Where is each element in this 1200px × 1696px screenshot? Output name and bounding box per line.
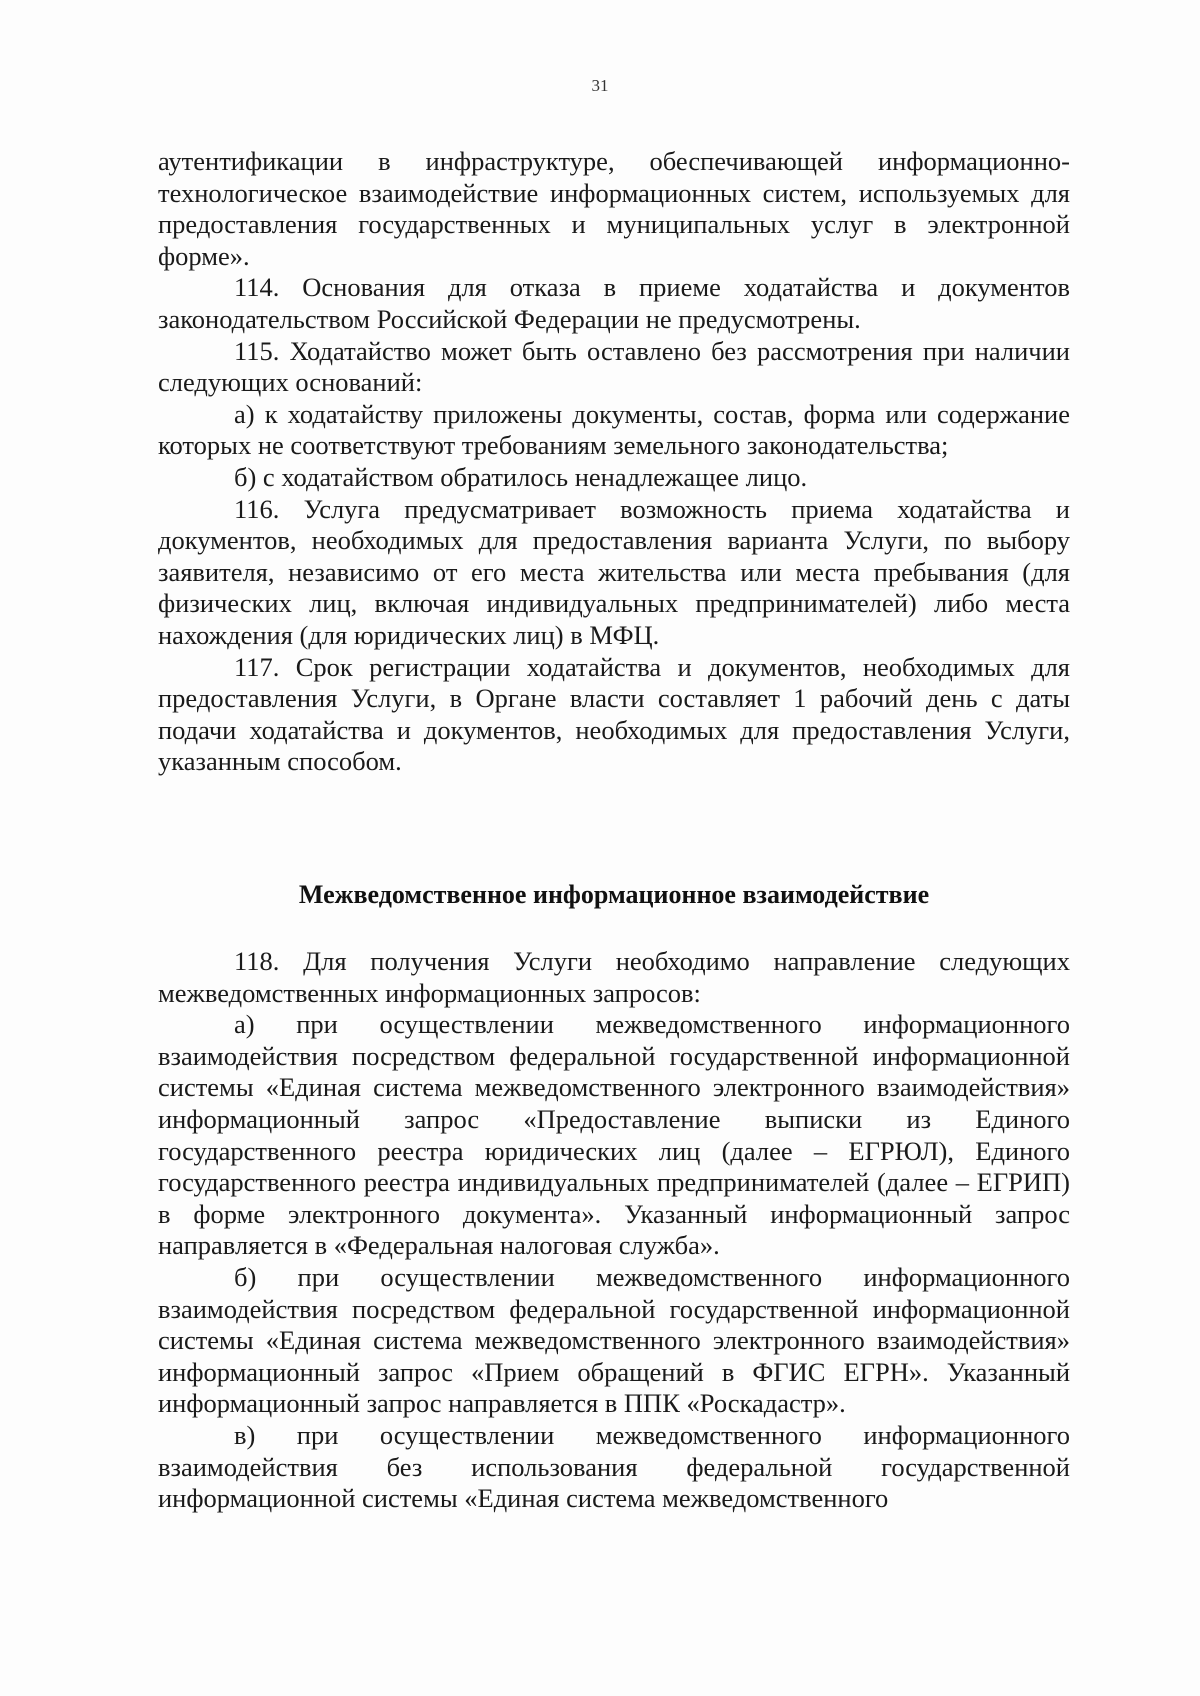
paragraph-continuation: аутентификации в инфраструктуре, обеспечивающей информационно-технологическое взаимодействие информационных систем, используемых для предоставления государственных и муниципальных услуг в электронной форме».	[158, 146, 1070, 271]
paragraph-118-b: б) при осуществлении межведомственного информационного взаимодействия посредством федеральной государственной информационной системы «Единая система межведомственного электронного взаимодействия» информационный запрос «Прием обращений в ФГИС ЕГРН». Указанный информационный запрос направляется в ППК «Роскадастр».	[158, 1261, 1070, 1419]
section-heading: Межведомственное информационное взаимодействие	[298, 880, 930, 909]
paragraph-118: 118. Для получения Услуги необходимо направление следующих межведомственных информационных запросов:	[158, 946, 1070, 1008]
paragraph-118-v: в) при осуществлении межведомственного информационного взаимодействия без использования федеральной государственной информационной системы «Единая система межведомственного	[158, 1419, 1070, 1514]
page-number: 31	[591, 76, 609, 95]
text-block-top	[158, 146, 1070, 778]
text-block-bottom	[158, 946, 1070, 1515]
paragraph-114: 114. Основания для отказа в приеме ходатайства и документов законодательством Российской Федерации не предусмотрены.	[158, 272, 1070, 334]
paragraph-116: 116. Услуга предусматривает возможность приема ходатайства и документов, необходимых для предоставления варианта Услуги, по выбору заявителя, независимо от его места жительства или места пребывания (для физических лиц, включая индивидуальных предпринимателей) либо места нахождения (для юридических лиц) в МФЦ.	[158, 493, 1070, 650]
paragraph-118-a: а) при осуществлении межведомственного информационного взаимодействия посредством федеральной государственной информационной системы «Единая система межведомственного электронного взаимодействия» информационный запрос «Предоставление выписки из Единого государственного реестра юридических лиц (далее – ЕГРЮЛ), Единого государственного реестра индивидуальных предпринимателей (далее – ЕГРИП) в форме электронного документа». Указанный информационный запрос направляется в «Федеральная налоговая служба».	[158, 1009, 1070, 1261]
paragraph-115-b: б) с ходатайством обратилось ненадлежащее лицо.	[234, 461, 808, 492]
paragraph-115: 115. Ходатайство может быть оставлено без рассмотрения при наличии следующих оснований:	[158, 335, 1070, 398]
paragraph-115-a: а) к ходатайству приложены документы, состав, форма или содержание которых не соответствуют требованиям земельного законодательства;	[158, 398, 1070, 461]
paragraph-117: 117. Срок регистрации ходатайства и документов, необходимых для предоставления Услуги, в Органе власти составляет 1 рабочий день с даты подачи ходатайства и документов, необходимых для предоставления Услуги, указанным способом.	[158, 651, 1070, 777]
